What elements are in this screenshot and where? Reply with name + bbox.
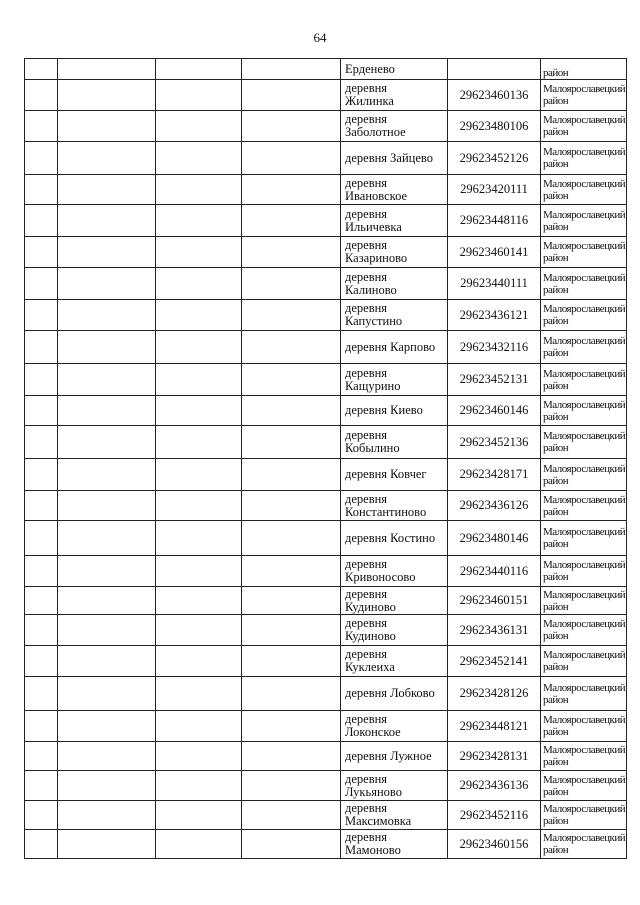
district-name-cell — [540, 111, 627, 141]
col-empty-4-cell — [241, 711, 340, 741]
table-row — [24, 80, 627, 111]
col-empty-1-cell — [24, 237, 57, 267]
settlement-name-cell — [340, 521, 447, 555]
district-name: Малоярославецкий район — [543, 559, 626, 583]
col-empty-2-cell — [57, 830, 155, 858]
oktmo-code: 29623452136 — [459, 434, 529, 449]
col-empty-3-cell — [155, 711, 241, 741]
district-name: Малоярославецкий район — [543, 832, 626, 856]
col-empty-1-cell — [24, 142, 57, 174]
table-row — [24, 677, 627, 711]
district-name-cell — [540, 521, 627, 555]
oktmo-code: 29623436131 — [459, 622, 529, 637]
col-empty-3-cell — [155, 615, 241, 645]
district-name-cell — [540, 59, 627, 79]
oktmo-code: 29623420111 — [460, 182, 528, 196]
settlement-name: деревня Максимовка — [345, 801, 412, 828]
district-name: Малоярославецкий район — [543, 271, 626, 296]
table-row — [24, 521, 627, 556]
col-empty-3-cell — [155, 587, 241, 614]
oktmo-code: 29623428131 — [459, 748, 529, 763]
settlement-name: деревня Казариново — [345, 238, 408, 265]
oktmo-code: 29623460151 — [459, 593, 529, 607]
col-empty-3-cell — [155, 80, 241, 110]
oktmo-code-cell — [447, 646, 540, 676]
district-name: район — [543, 67, 569, 79]
col-empty-1-cell — [24, 491, 57, 520]
settlement-name: деревня Куклеиха — [345, 647, 395, 674]
settlement-name-cell — [340, 364, 447, 395]
col-empty-2-cell — [57, 459, 155, 490]
table-row — [24, 268, 627, 300]
district-name-cell — [540, 771, 627, 800]
district-name-cell — [540, 491, 627, 520]
col-empty-3-cell — [155, 426, 241, 458]
table-row — [24, 142, 627, 175]
oktmo-code-cell — [447, 677, 540, 710]
col-empty-2-cell — [57, 175, 155, 204]
col-empty-3-cell — [155, 677, 241, 710]
settlement-name: деревня Кобылино — [345, 428, 400, 455]
col-empty-4-cell — [241, 491, 340, 520]
settlement-name-cell — [340, 175, 447, 204]
col-empty-2-cell — [57, 801, 155, 829]
col-empty-2-cell — [57, 521, 155, 555]
col-empty-4-cell — [241, 175, 340, 204]
oktmo-code: 29623440111 — [460, 276, 528, 290]
col-empty-2-cell — [57, 556, 155, 586]
district-name: Малоярославецкий район — [543, 367, 626, 392]
settlement-name: деревня Константиново — [345, 491, 427, 519]
district-name: Малоярославецкий район — [543, 526, 626, 550]
settlement-name: деревня Костино — [345, 530, 436, 545]
settlement-name-cell — [340, 331, 447, 363]
col-empty-1-cell — [24, 587, 57, 614]
col-empty-4-cell — [241, 830, 340, 858]
district-name: Малоярославецкий район — [543, 335, 626, 359]
table-row — [24, 175, 627, 205]
district-name: Малоярославецкий район — [543, 681, 626, 706]
col-empty-3-cell — [155, 491, 241, 520]
oktmo-code-cell — [447, 142, 540, 174]
oktmo-code-cell — [447, 237, 540, 267]
settlement-name-cell — [340, 587, 447, 614]
district-name: Малоярославецкий район — [543, 83, 626, 107]
settlement-name-cell — [340, 426, 447, 458]
oktmo-code-cell — [447, 491, 540, 520]
col-empty-3-cell — [155, 771, 241, 800]
col-empty-2-cell — [57, 237, 155, 267]
settlement-name: деревня Жилинка — [345, 81, 394, 108]
col-empty-4-cell — [241, 615, 340, 645]
settlement-name: деревня Кривоносово — [345, 557, 416, 584]
col-empty-1-cell — [24, 59, 57, 79]
col-empty-2-cell — [57, 615, 155, 645]
col-empty-2-cell — [57, 396, 155, 425]
col-empty-2-cell — [57, 646, 155, 676]
col-empty-4-cell — [241, 80, 340, 110]
col-empty-3-cell — [155, 142, 241, 174]
col-empty-1-cell — [24, 426, 57, 458]
oktmo-code-cell — [447, 364, 540, 395]
col-empty-3-cell — [155, 646, 241, 676]
table-row — [24, 426, 627, 459]
table-row — [24, 556, 627, 587]
col-empty-1-cell — [24, 677, 57, 710]
district-name-cell — [540, 646, 627, 676]
settlement-name: Ерденево — [345, 61, 395, 76]
col-empty-2-cell — [57, 111, 155, 141]
table-row — [24, 491, 627, 521]
col-empty-4-cell — [241, 677, 340, 710]
page-number: 64 — [313, 30, 327, 45]
district-name: Малоярославецкий район — [543, 114, 626, 138]
oktmo-code-cell — [447, 268, 540, 299]
col-empty-2-cell — [57, 268, 155, 299]
district-name: Малоярославецкий район — [543, 303, 626, 327]
table-row — [24, 830, 627, 859]
district-name-cell — [540, 175, 627, 204]
settlement-name-cell — [340, 711, 447, 741]
col-empty-3-cell — [155, 556, 241, 586]
col-empty-2-cell — [57, 331, 155, 363]
settlement-name: деревня Ковчег — [345, 467, 427, 481]
oktmo-code-cell — [447, 459, 540, 490]
settlement-name: деревня Карпово — [345, 339, 436, 354]
settlement-name-cell — [340, 142, 447, 174]
oktmo-code: 29623436136 — [459, 778, 529, 792]
col-empty-2-cell — [57, 587, 155, 614]
col-empty-4-cell — [241, 556, 340, 586]
col-empty-2-cell — [57, 491, 155, 520]
district-name: Малоярославецкий район — [543, 714, 626, 738]
oktmo-code-cell — [447, 331, 540, 363]
oktmo-code-cell — [447, 175, 540, 204]
settlement-name: деревня Ивановское — [345, 175, 408, 203]
col-empty-4-cell — [241, 300, 340, 330]
district-name: Малоярославецкий район — [543, 744, 626, 768]
col-empty-3-cell — [155, 237, 241, 267]
district-name: Малоярославецкий район — [543, 146, 626, 170]
settlement-name-cell — [340, 556, 447, 586]
col-empty-2-cell — [57, 59, 155, 79]
col-empty-4-cell — [241, 426, 340, 458]
col-empty-4-cell — [241, 587, 340, 614]
district-name: Малоярославецкий район — [543, 618, 626, 642]
district-name-cell — [540, 459, 627, 490]
col-empty-4-cell — [241, 364, 340, 395]
table-row — [24, 801, 627, 830]
settlement-name-cell — [340, 677, 447, 710]
table-row — [24, 237, 627, 268]
settlement-name-cell — [340, 111, 447, 141]
table-row — [24, 459, 627, 491]
col-empty-3-cell — [155, 521, 241, 555]
oktmo-code: 29623436126 — [459, 498, 529, 512]
oktmo-code: 29623452126 — [459, 150, 529, 165]
col-empty-1-cell — [24, 205, 57, 236]
col-empty-3-cell — [155, 742, 241, 770]
col-empty-1-cell — [24, 111, 57, 141]
col-empty-1-cell — [24, 300, 57, 330]
oktmo-code-cell — [447, 801, 540, 829]
district-name: Малоярославецкий район — [543, 208, 626, 233]
table-row — [24, 364, 627, 396]
district-name-cell — [540, 300, 627, 330]
col-empty-4-cell — [241, 59, 340, 79]
settlement-name: деревня Лукьяново — [345, 771, 402, 799]
settlement-name-cell — [340, 459, 447, 490]
col-empty-2-cell — [57, 80, 155, 110]
settlement-name: деревня Капустино — [345, 301, 403, 328]
oktmo-code-cell — [447, 521, 540, 555]
table-row — [24, 205, 627, 237]
settlement-name-cell — [340, 615, 447, 645]
col-empty-1-cell — [24, 331, 57, 363]
district-name: Малоярославецкий район — [543, 462, 626, 487]
settlement-name-cell — [340, 237, 447, 267]
district-name-cell — [540, 711, 627, 741]
oktmo-code-cell — [447, 111, 540, 141]
oktmo-code: 29623428171 — [459, 467, 529, 481]
col-empty-1-cell — [24, 742, 57, 770]
col-empty-3-cell — [155, 801, 241, 829]
oktmo-code: 29623448116 — [459, 213, 529, 227]
district-name-cell — [540, 426, 627, 458]
oktmo-code: 29623452116 — [459, 807, 529, 822]
oktmo-code: 29623460141 — [459, 244, 529, 259]
district-name-cell — [540, 80, 627, 110]
col-empty-3-cell — [155, 331, 241, 363]
oktmo-code-cell — [447, 426, 540, 458]
district-name-cell — [540, 801, 627, 829]
settlement-name: деревня Локонское — [345, 712, 401, 739]
settlement-name: деревня Ильичевка — [345, 206, 402, 234]
settlement-name: деревня Мамоново — [345, 830, 401, 857]
district-name: Малоярославецкий район — [543, 240, 626, 264]
table-row — [24, 742, 627, 771]
table-row — [24, 771, 627, 801]
oktmo-code-cell — [447, 59, 540, 79]
table-row — [24, 331, 627, 364]
table-row — [24, 300, 627, 331]
table-row — [24, 646, 627, 677]
settlement-name-cell — [340, 59, 447, 79]
col-empty-1-cell — [24, 771, 57, 800]
district-name-cell — [540, 556, 627, 586]
table-row — [24, 587, 627, 615]
col-empty-3-cell — [155, 396, 241, 425]
col-empty-1-cell — [24, 459, 57, 490]
col-empty-1-cell — [24, 646, 57, 676]
settlement-name-cell — [340, 646, 447, 676]
district-name-cell — [540, 205, 627, 236]
settlement-table — [24, 58, 627, 859]
district-name-cell — [540, 396, 627, 425]
col-empty-2-cell — [57, 142, 155, 174]
col-empty-4-cell — [241, 331, 340, 363]
col-empty-3-cell — [155, 175, 241, 204]
settlement-name: деревня Лужное — [345, 748, 432, 763]
col-empty-1-cell — [24, 396, 57, 425]
oktmo-code: 29623480106 — [459, 118, 529, 133]
district-name-cell — [540, 142, 627, 174]
col-empty-1-cell — [24, 556, 57, 586]
table-row — [24, 58, 627, 80]
col-empty-2-cell — [57, 205, 155, 236]
settlement-name-cell — [340, 771, 447, 800]
col-empty-3-cell — [155, 830, 241, 858]
settlement-name-cell — [340, 205, 447, 236]
col-empty-2-cell — [57, 426, 155, 458]
district-name: Малоярославецкий район — [543, 430, 626, 454]
col-empty-2-cell — [57, 300, 155, 330]
col-empty-1-cell — [24, 268, 57, 299]
oktmo-code: 29623452141 — [459, 653, 529, 668]
settlement-name: деревня Киево — [345, 403, 423, 417]
district-name-cell — [540, 237, 627, 267]
oktmo-code-cell — [447, 742, 540, 770]
settlement-name-cell — [340, 268, 447, 299]
col-empty-4-cell — [241, 396, 340, 425]
table-row — [24, 111, 627, 142]
settlement-name-cell — [340, 801, 447, 829]
oktmo-code-cell — [447, 830, 540, 858]
district-name: Малоярославецкий район — [543, 773, 626, 798]
settlement-name-cell — [340, 742, 447, 770]
settlement-name-cell — [340, 80, 447, 110]
oktmo-code: 29623460156 — [459, 836, 529, 851]
col-empty-4-cell — [241, 268, 340, 299]
settlement-name: деревня Заболотное — [345, 112, 406, 139]
oktmo-code: 29623428126 — [459, 686, 529, 700]
district-name: Малоярославецкий район — [543, 803, 626, 827]
col-empty-4-cell — [241, 205, 340, 236]
col-empty-3-cell — [155, 459, 241, 490]
col-empty-3-cell — [155, 364, 241, 395]
col-empty-3-cell — [155, 59, 241, 79]
table-row — [24, 615, 627, 646]
oktmo-code: 29623460136 — [459, 87, 529, 102]
col-empty-3-cell — [155, 205, 241, 236]
oktmo-code-cell — [447, 300, 540, 330]
settlement-name-cell — [340, 396, 447, 425]
oktmo-code-cell — [447, 556, 540, 586]
col-empty-2-cell — [57, 771, 155, 800]
oktmo-code-cell — [447, 80, 540, 110]
settlement-name: деревня Кащурино — [345, 365, 401, 393]
settlement-name-cell — [340, 300, 447, 330]
col-empty-1-cell — [24, 521, 57, 555]
district-name: Малоярославецкий район — [543, 493, 626, 518]
col-empty-2-cell — [57, 742, 155, 770]
settlement-name: деревня Лобково — [345, 686, 435, 700]
table-row — [24, 396, 627, 426]
col-empty-2-cell — [57, 677, 155, 710]
col-empty-4-cell — [241, 237, 340, 267]
district-name-cell — [540, 268, 627, 299]
col-empty-1-cell — [24, 175, 57, 204]
oktmo-code: 29623448121 — [459, 718, 529, 733]
col-empty-4-cell — [241, 111, 340, 141]
oktmo-code-cell — [447, 771, 540, 800]
district-name-cell — [540, 615, 627, 645]
oktmo-code: 29623460146 — [459, 403, 529, 417]
col-empty-1-cell — [24, 801, 57, 829]
col-empty-4-cell — [241, 801, 340, 829]
oktmo-code-cell — [447, 396, 540, 425]
oktmo-code-cell — [447, 711, 540, 741]
oktmo-code: 29623480146 — [459, 530, 529, 545]
settlement-name: деревня Кудиново — [345, 586, 396, 614]
col-empty-1-cell — [24, 80, 57, 110]
settlement-name: деревня Кудиново — [345, 616, 396, 643]
col-empty-4-cell — [241, 771, 340, 800]
oktmo-code: 29623440116 — [459, 563, 529, 578]
district-name: Малоярославецкий район — [543, 588, 626, 613]
oktmo-code: 29623432116 — [459, 339, 529, 354]
col-empty-1-cell — [24, 364, 57, 395]
col-empty-3-cell — [155, 268, 241, 299]
district-name-cell — [540, 331, 627, 363]
col-empty-2-cell — [57, 711, 155, 741]
col-empty-4-cell — [241, 646, 340, 676]
col-empty-1-cell — [24, 830, 57, 858]
district-name: Малоярославецкий район — [543, 649, 626, 673]
district-name-cell — [540, 677, 627, 710]
col-empty-4-cell — [241, 521, 340, 555]
table-row — [24, 711, 627, 742]
col-empty-1-cell — [24, 615, 57, 645]
oktmo-code-cell — [447, 205, 540, 236]
settlement-name: деревня Зайцево — [345, 150, 433, 165]
settlement-name: деревня Калиново — [345, 269, 397, 297]
oktmo-code-cell — [447, 615, 540, 645]
col-empty-4-cell — [241, 142, 340, 174]
district-name-cell — [540, 587, 627, 614]
col-empty-4-cell — [241, 459, 340, 490]
oktmo-code: 29623452131 — [459, 372, 529, 386]
col-empty-4-cell — [241, 742, 340, 770]
settlement-name-cell — [340, 491, 447, 520]
col-empty-1-cell — [24, 711, 57, 741]
col-empty-3-cell — [155, 111, 241, 141]
col-empty-3-cell — [155, 300, 241, 330]
district-name: Малоярославецкий район — [543, 398, 626, 423]
oktmo-code-cell — [447, 587, 540, 614]
col-empty-2-cell — [57, 364, 155, 395]
district-name: Малоярославецкий район — [543, 177, 626, 202]
oktmo-code: 29623436121 — [459, 307, 529, 322]
district-name-cell — [540, 364, 627, 395]
district-name-cell — [540, 742, 627, 770]
settlement-name-cell — [340, 830, 447, 858]
district-name-cell — [540, 830, 627, 858]
